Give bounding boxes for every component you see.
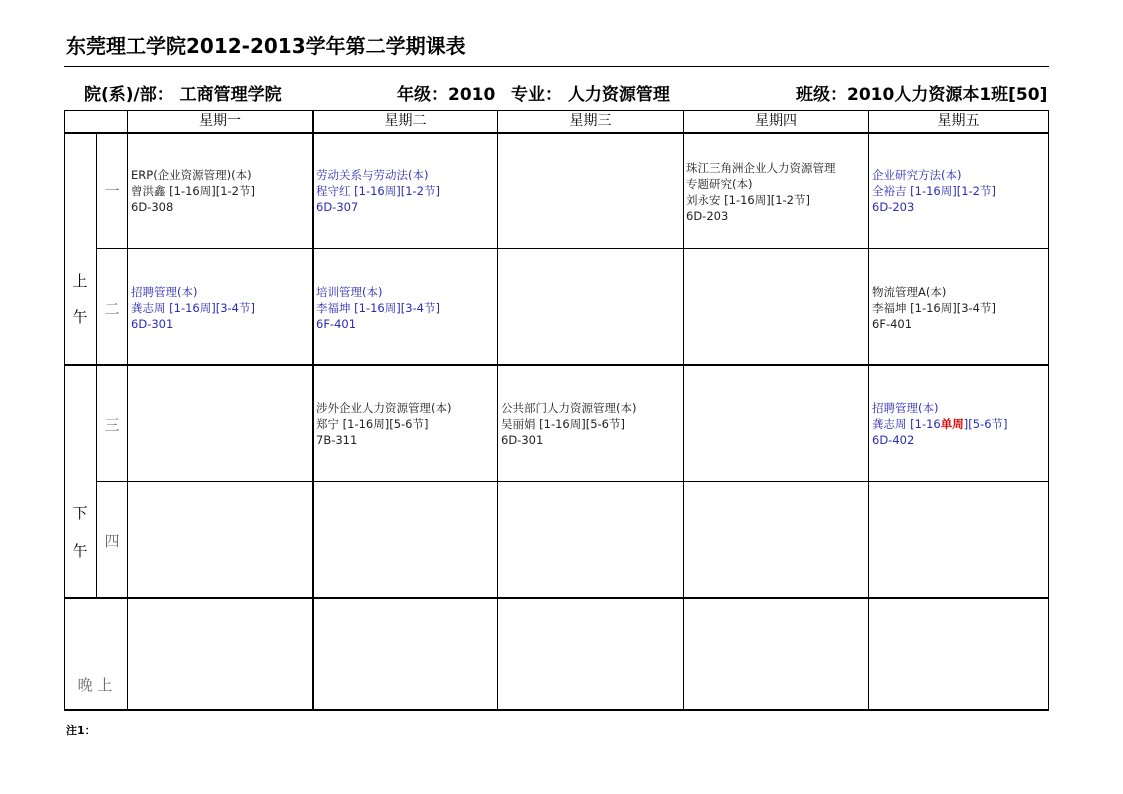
course-room: 6D-203 <box>872 200 915 214</box>
course-name: 劳动关系与劳动法(本) <box>316 168 429 182</box>
course-name: 涉外企业人力资源管理(本) <box>316 401 452 415</box>
period-3: 三 <box>104 416 120 434</box>
course-teacher: 龚志周 [1-16周][3-4节] <box>131 301 255 315</box>
course-room: 6D-307 <box>316 200 359 214</box>
course-teacher: 刘永安 [1-16周][1-2节] <box>686 193 810 207</box>
course-name: ERP(企业资源管理)(本) <box>131 168 252 182</box>
course-room: 6F-401 <box>316 317 357 331</box>
course-room: 6D-203 <box>686 209 729 223</box>
header-grade: 年级：2010 <box>397 85 496 105</box>
course-p1-mon <box>131 167 255 215</box>
title-divider <box>64 66 1049 67</box>
course-teacher: 全裕吉 [1-16周][1-2节] <box>872 184 996 198</box>
period-1: 一 <box>104 182 120 200</box>
course-teacher: 李福坤 [1-16周][3-4节] <box>316 301 440 315</box>
course-p2-tue <box>316 284 440 332</box>
course-teacher: 程守红 [1-16周][1-2节] <box>316 184 440 198</box>
course-teacher: 吴丽娟 [1-16周][5-6节] <box>501 417 625 431</box>
day-header-mon: 星期一 <box>199 113 241 129</box>
course-p1-fri <box>872 167 996 215</box>
footnote: 注1： <box>66 724 96 737</box>
course-room: 6D-308 <box>131 200 174 214</box>
header-major: 专业： 人力资源管理 <box>511 85 670 105</box>
course-room: 7B-311 <box>316 433 358 447</box>
course-teacher <box>872 416 1008 432</box>
teacher-weeks-pre: 龚志周 [1-16 <box>872 417 941 431</box>
course-p2-mon <box>131 284 255 332</box>
period-2: 二 <box>104 300 120 318</box>
course-p3-fri <box>872 400 1008 448</box>
odd-week-highlight: 单周 <box>940 417 964 431</box>
course-name: 物流管理A(本) <box>872 285 947 299</box>
course-room: 6F-401 <box>872 317 913 331</box>
course-room: 6D-301 <box>131 317 174 331</box>
course-p3-tue <box>316 400 451 448</box>
header-dept: 院(系)/部： 工商管理学院 <box>84 85 282 105</box>
session-afternoon-2: 午 <box>72 542 88 560</box>
day-header-tue: 星期二 <box>384 113 427 129</box>
schedule-title: 东莞理工学院2012-2013学年第二学期课表 <box>66 34 466 58</box>
course-name: 企业研究方法(本) <box>872 168 962 182</box>
course-p2-fri <box>872 284 996 332</box>
course-name: 培训管理(本) <box>316 285 383 299</box>
course-teacher: 李福坤 [1-16周][3-4节] <box>872 301 996 315</box>
session-afternoon-1: 下 <box>72 504 88 522</box>
period-4: 四 <box>104 532 120 550</box>
course-p1-tue <box>316 167 440 215</box>
header-class: 班级：2010人力资源本1班[50] <box>796 85 1048 105</box>
course-room: 6D-402 <box>872 433 915 447</box>
course-name: 招聘管理(本) <box>872 401 939 415</box>
course-name: 公共部门人力资源管理(本) <box>501 401 637 415</box>
course-name: 招聘管理(本) <box>131 285 198 299</box>
course-teacher: 曾洪鑫 [1-16周][1-2节] <box>131 184 255 198</box>
session-evening: 晚 上 <box>77 676 113 694</box>
course-name-cont: 专题研究(本) <box>686 177 753 191</box>
course-room: 6D-301 <box>501 433 544 447</box>
session-morning-1: 上 <box>72 272 88 290</box>
course-p1-thu <box>686 160 836 224</box>
day-header-fri: 星期五 <box>937 113 980 129</box>
day-header-wed: 星期三 <box>569 113 612 129</box>
course-p3-wed <box>501 400 636 448</box>
course-teacher: 郑宁 [1-16周][5-6节] <box>316 417 429 431</box>
course-name: 珠江三角洲企业人力资源管理 <box>686 161 836 175</box>
day-header-thu: 星期四 <box>755 113 797 129</box>
teacher-weeks-post: ][5-6节] <box>963 417 1008 431</box>
session-morning-2: 午 <box>72 308 88 326</box>
